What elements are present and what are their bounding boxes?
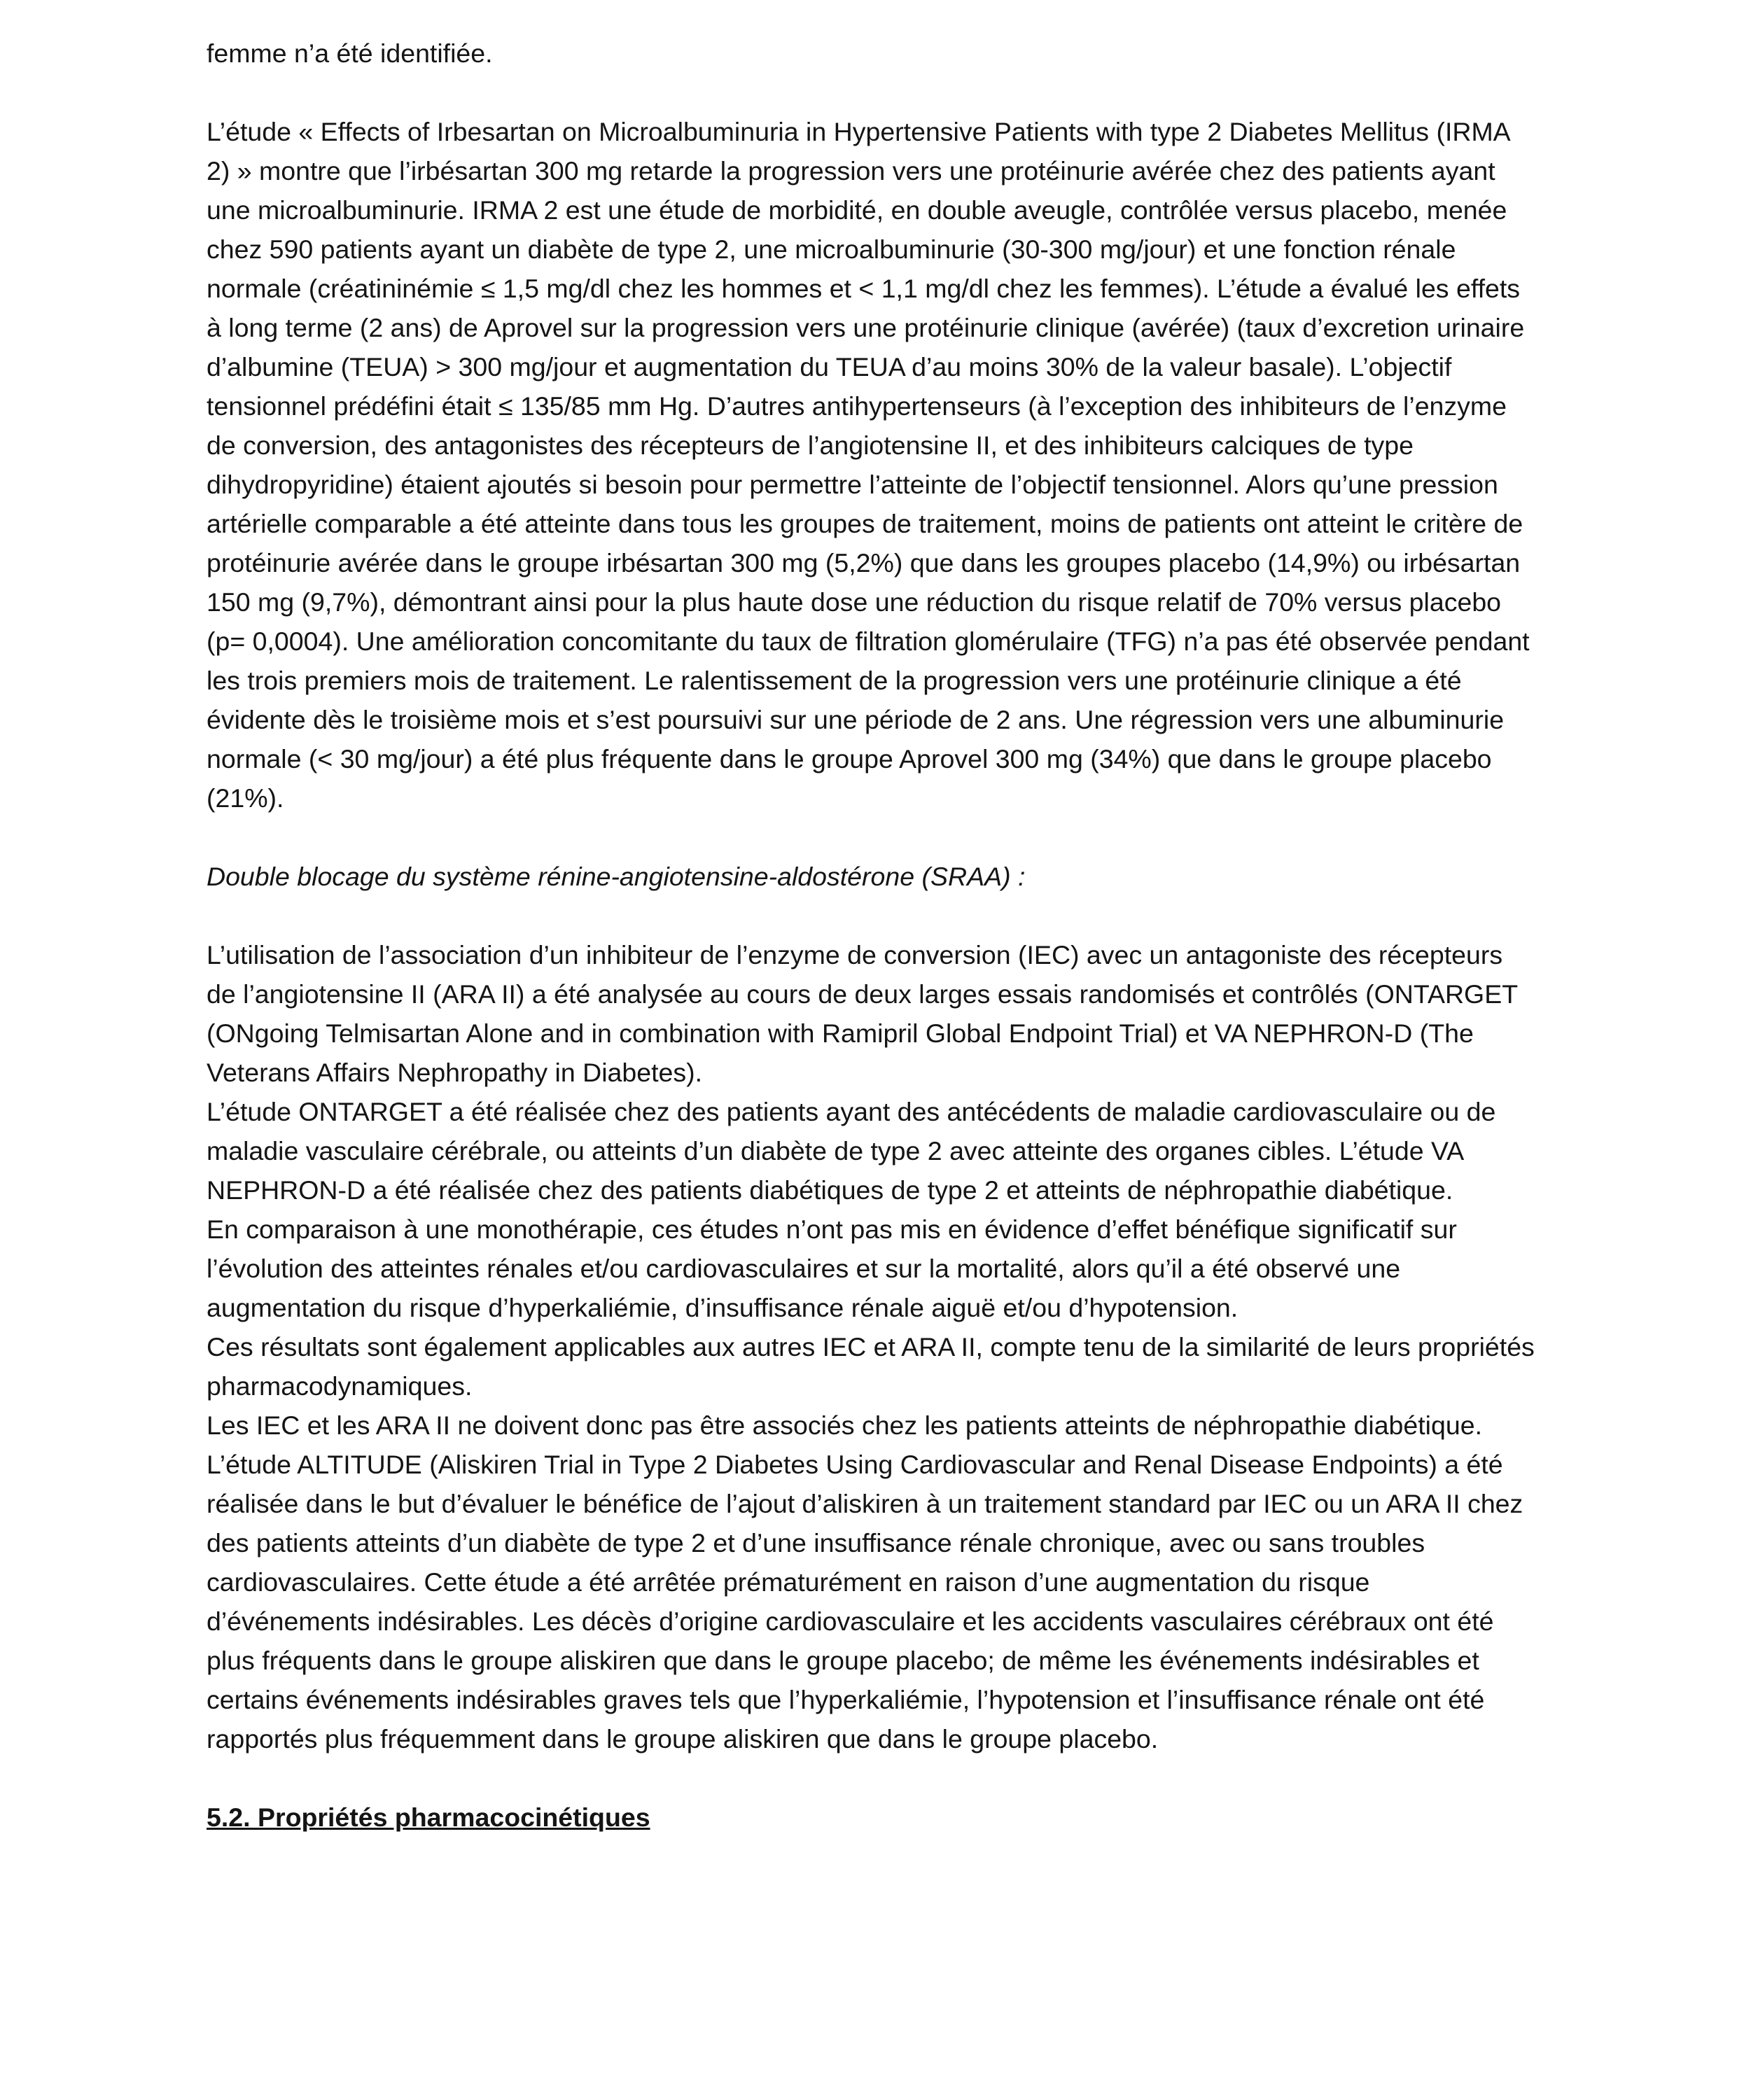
sraa-paragraph-5: Les IEC et les ARA II ne doivent donc pas être associés chez les patients atteints de néphropathie diabétique. [207, 1410, 1482, 1440]
sraa-paragraph-2: L’étude ONTARGET a été réalisée chez des patients ayant des antécédents de maladie cardiovasculaire ou de maladie vasculaire cérébrale, ou atteints d’un diabète de type 2 avec atteinte des organes cibles. L’étude VA NEPHRON-D a été réalisée chez des patients diabétiques de type 2 et atteints de néphropathie diabétique. [207, 1097, 1496, 1205]
continuation-text: femme n’a été identifiée. [207, 38, 493, 68]
sraa-paragraph-6: L’étude ALTITUDE (Aliskiren Trial in Type 2 Diabetes Using Cardiovascular and Renal Disease Endpoints) a été réalisée dans le but d’évaluer le bénéfice de l’ajout d’aliskiren à un traitement standard par IEC ou un ARA II chez des patients atteints d’un diabète de type 2 et d’une insuffisance rénale chronique, avec ou sans troubles cardiovasculaires. Cette étude a été arrêtée prématurément en raison d’une augmentation du risque d’événements indésirables. Les décès d’origine cardiovasculaire et les accidents vasculaires cérébraux ont été plus fréquents dans le groupe aliskiren que dans le groupe placebo; de même les événements indésirables et certains événements indésirables graves tels que l’hyperkaliémie, l’hypotension et l’insuffisance rénale ont été rapportés plus fréquemment dans le groupe aliskiren que dans le groupe placebo. [207, 1450, 1523, 1754]
document-body [207, 34, 1537, 1837]
sraa-paragraph-1: L’utilisation de l’association d’un inhibiteur de l’enzyme de conversion (IEC) avec un antagoniste des récepteurs de l’angiotensine II (ARA II) a été analysée au cours de deux larges essais randomisés et contrôlés (ONTARGET (ONgoing Telmisartan Alone and in combination with Ramipril Global Endpoint Trial) et VA NEPHRON-D (The Veterans Affairs Nephropathy in Diabetes). [207, 940, 1518, 1087]
sraa-paragraph-3: En comparaison à une monothérapie, ces études n’ont pas mis en évidence d’effet bénéfique significatif sur l’évolution des atteintes rénales et/ou cardiovasculaires et sur la mortalité, alors qu’il a été observé une augmentation du risque d’hyperkaliémie, d’insuffisance rénale aiguë et/ou d’hypotension. [207, 1214, 1457, 1322]
sraa-paragraph-4: Ces résultats sont également applicables aux autres IEC et ARA II, compte tenu de la similarité de leurs propriétés pharmacodynamiques. [207, 1332, 1535, 1401]
sraa-subheading: Double blocage du système rénine-angiotensine-aldostérone (SRAA) : [207, 862, 1026, 891]
irma2-paragraph: L’étude « Effects of Irbesartan on Microalbuminuria in Hypertensive Patients with type 2 Diabetes Mellitus (IRMA 2) » montre que l’irbésartan 300 mg retarde la progression vers une protéinurie avérée chez des patients ayant une microalbuminurie. IRMA 2 est une étude de morbidité, en double aveugle, contrôlée versus placebo, menée chez 590 patients ayant un diabète de type 2, une microalbuminurie (30-300 mg/jour) et une fonction rénale normale (créatininémie ≤ 1,5 mg/dl chez les hommes et < 1,1 mg/dl chez les femmes). L’étude a évalué les effets à long terme (2 ans) de Aprovel sur la progression vers une protéinurie clinique (avérée) (taux d’excretion urinaire d’albumine (TEUA) > 300 mg/jour et augmentation du TEUA d’au moins 30% de la valeur basale). L’objectif tensionnel prédéfini était ≤ 135/85 mm Hg. D’autres antihypertenseurs (à l’exception des inhibiteurs de l’enzyme de conversion, des antagonistes des récepteurs de l’angiotensine II, et des inhibiteurs calciques de type dihydropyridine) étaient ajoutés si besoin pour permettre l’atteinte de l’objectif tensionnel. Alors qu’une pression artérielle comparable a été atteinte dans tous les groupes de traitement, moins de patients ont atteint le critère de protéinurie avérée dans le groupe irbésartan 300 mg (5,2%) que dans les groupes placebo (14,9%) ou irbésartan 150 mg (9,7%), démontrant ainsi pour la plus haute dose une réduction du risque relatif de 70% versus placebo (p= 0,0004). Une amélioration concomitante du taux de filtration glomérulaire (TFG) n’a pas été observée pendant les trois premiers mois de traitement. Le ralentissement de la progression vers une protéinurie clinique a été évidente dès le troisième mois et s’est poursuivi sur une période de 2 ans. Une régression vers une albuminurie normale (< 30 mg/jour) a été plus fréquente dans le groupe Aprovel 300 mg (34%) que dans le groupe placebo (21%). [207, 117, 1530, 813]
section-heading: 5.2. Propriétés pharmacocinétiques [207, 1802, 650, 1832]
